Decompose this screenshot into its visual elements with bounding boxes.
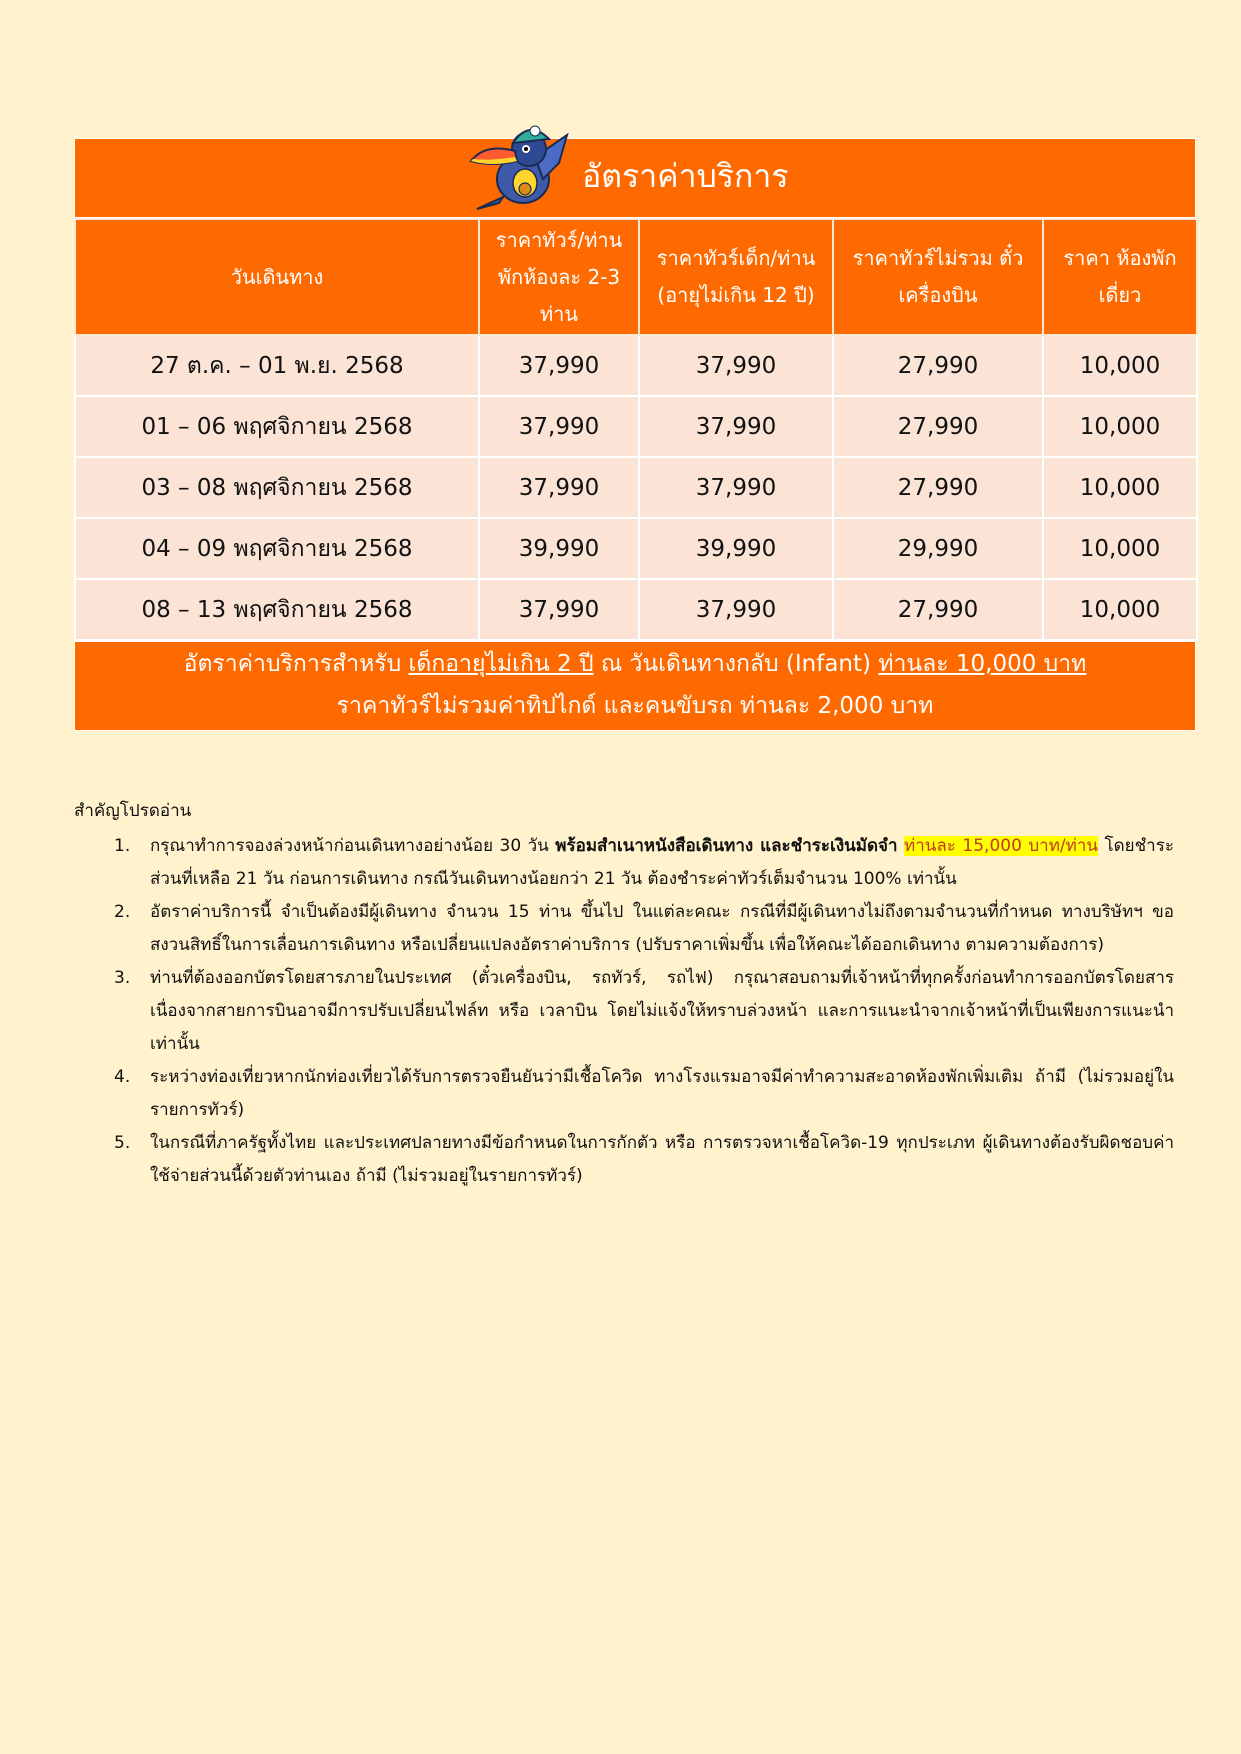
note-item bbox=[74, 896, 1174, 962]
child-price-cell: 37,990 bbox=[639, 396, 833, 457]
single-room-cell: 10,000 bbox=[1043, 579, 1197, 640]
single-room-cell: 10,000 bbox=[1043, 335, 1197, 396]
header-adult-price: ราคาทัวร์/ท่าน พักห้องละ 2-3 ท่าน bbox=[479, 219, 639, 335]
note-number: 2. bbox=[114, 902, 131, 922]
adult-price-cell: 37,990 bbox=[479, 457, 639, 518]
adult-price-cell: 39,990 bbox=[479, 518, 639, 579]
adult-price-cell: 37,990 bbox=[479, 579, 639, 640]
no-ticket-price-cell: 27,990 bbox=[833, 579, 1043, 640]
infant-rate-line bbox=[75, 643, 1195, 685]
table-row bbox=[75, 335, 1197, 396]
travel-date-cell: 08 – 13 พฤศจิกายน 2568 bbox=[75, 579, 479, 640]
note-item bbox=[74, 1127, 1174, 1193]
child-price-cell: 37,990 bbox=[639, 457, 833, 518]
travel-date-cell: 01 – 06 พฤศจิกายน 2568 bbox=[75, 396, 479, 457]
note-text: กรุณาทำการจองล่วงหน้าก่อนเดินทางอย่างน้อย 30 วัน bbox=[150, 836, 556, 856]
table-header-row bbox=[75, 219, 1197, 335]
note-number: 5. bbox=[114, 1133, 131, 1153]
child-price-cell: 37,990 bbox=[639, 579, 833, 640]
note-text: ระหว่างท่องเที่ยวหากนักท่องเที่ยวได้รับการตรวจยืนยันว่ามีเชื้อโควิด ทางโรงแรมอาจมีค่าทำความสะอาดห้องพักเพิ่มเติม ถ้ามี (ไม่รวมอยู่ในรายการทัวร์) bbox=[150, 1067, 1174, 1120]
note-item bbox=[74, 1061, 1174, 1127]
important-notes bbox=[74, 796, 1174, 1193]
note-number: 1. bbox=[114, 836, 131, 856]
adult-price-cell: 37,990 bbox=[479, 335, 639, 396]
deposit-highlight: ท่านละ 15,000 บาท/ท่าน bbox=[904, 836, 1099, 856]
travel-date-cell: 27 ต.ค. – 01 พ.ย. 2568 bbox=[75, 335, 479, 396]
tip-note-line: ราคาทัวร์ไม่รวมค่าทิปไกด์ และคนขับรถ ท่านละ 2,000 บาท bbox=[336, 693, 934, 719]
header-no-ticket-price: ราคาทัวร์ไม่รวม ตั๋วเครื่องบิน bbox=[833, 219, 1043, 335]
child-price-cell: 39,990 bbox=[639, 518, 833, 579]
header-travel-date: วันเดินทาง bbox=[75, 219, 479, 335]
note-text: ท่านที่ต้องออกบัตรโดยสารภายในประเทศ (ตั๋วเครื่องบิน, รถทัวร์, รถไฟ) กรุณาสอบถามที่เจ้าหน้าที่ทุกครั้งก่อนทำการออกบัตรโดยสาร เนื่องจากสายการบินอาจมีการปรับเปลี่ยนไฟล์ท หรือ เวลาบิน โดยไม่แจ้งให้ทราบล่วงหน้า และการแนะนำจากเจ้าหน้าที่เป็นเพียงการแนะนำเท่านั้น bbox=[150, 968, 1174, 1054]
child-price-cell: 37,990 bbox=[639, 335, 833, 396]
adult-price-cell: 37,990 bbox=[479, 396, 639, 457]
note-bold-text: พร้อมสำเนาหนังสือเดินทาง และชำระเงินมัดจำ bbox=[555, 836, 898, 856]
travel-date-cell: 04 – 09 พฤศจิกายน 2568 bbox=[75, 518, 479, 579]
infant-age-condition: เด็กอายุไม่เกิน 2 ปี bbox=[408, 651, 594, 677]
infant-rate-middle: ณ วันเดินทางกลับ (Infant) bbox=[593, 651, 879, 677]
rate-table-section bbox=[74, 138, 1196, 731]
table-row bbox=[75, 457, 1197, 518]
single-room-cell: 10,000 bbox=[1043, 518, 1197, 579]
no-ticket-price-cell: 27,990 bbox=[833, 457, 1043, 518]
no-ticket-price-cell: 27,990 bbox=[833, 396, 1043, 457]
note-item bbox=[74, 830, 1174, 896]
note-number: 4. bbox=[114, 1067, 131, 1087]
toucan-mascot-icon bbox=[463, 117, 575, 217]
note-number: 3. bbox=[114, 968, 131, 988]
table-row bbox=[75, 579, 1197, 640]
note-item bbox=[74, 962, 1174, 1061]
rate-title: อัตราค่าบริการ bbox=[582, 157, 789, 195]
note-text: ในกรณีที่ภาครัฐทั้งไทย และประเทศปลายทางมีข้อกำหนดในการกักตัว หรือ การตรวจหาเชื้อโควิด-19 ทุกประเภท ผู้เดินทางต้องรับผิดชอบค่าใช้จ่ายส่วนนี้ด้วยตัวท่านเอง ถ้ามี (ไม่รวมอยู่ในรายการทัวร์) bbox=[150, 1133, 1174, 1186]
travel-date-cell: 03 – 08 พฤศจิกายน 2568 bbox=[75, 457, 479, 518]
no-ticket-price-cell: 27,990 bbox=[833, 335, 1043, 396]
no-ticket-price-cell: 29,990 bbox=[833, 518, 1043, 579]
note-text-continued: โดยชำระส่วนที่เหลือ 21 วัน ก่อนการเดินทาง กรณีวันเดินทางน้อยกว่า 21 วัน ต้องชำระค่าทัวร์เต็มจำนวน 100% เท่านั้น bbox=[150, 836, 1174, 889]
table-row bbox=[75, 518, 1197, 579]
table-row bbox=[75, 396, 1197, 457]
header-single-room: ราคา ห้องพักเดี่ยว bbox=[1043, 219, 1197, 335]
infant-rate-prefix: อัตราค่าบริการสำหรับ bbox=[183, 651, 409, 677]
notes-title: สำคัญโปรดอ่าน bbox=[74, 801, 192, 821]
note-text: อัตราค่าบริการนี้ จำเป็นต้องมีผู้เดินทาง จำนวน 15 ท่าน ขึ้นไป ในแต่ละคณะ กรณีที่มีผู้เดินทางไม่ถึงตามจำนวนที่กำหนด ทางบริษัทฯ ขอสงวนสิทธิ์ในการเลื่อนการเดินทาง หรือเปลี่ยนแปลงอัตราค่าบริการ (ปรับราคาเพิ่มขึ้น เพื่อให้คณะได้ออกเดินทาง ตามความต้องการ) bbox=[150, 902, 1174, 955]
infant-rate-price: ท่านละ 10,000 บาท bbox=[878, 651, 1087, 677]
rate-table bbox=[74, 218, 1198, 641]
single-room-cell: 10,000 bbox=[1043, 396, 1197, 457]
rate-footer-note bbox=[74, 641, 1196, 731]
single-room-cell: 10,000 bbox=[1043, 457, 1197, 518]
header-child-price: ราคาทัวร์เด็ก/ท่าน (อายุไม่เกิน 12 ปี) bbox=[639, 219, 833, 335]
rate-banner bbox=[74, 138, 1196, 218]
